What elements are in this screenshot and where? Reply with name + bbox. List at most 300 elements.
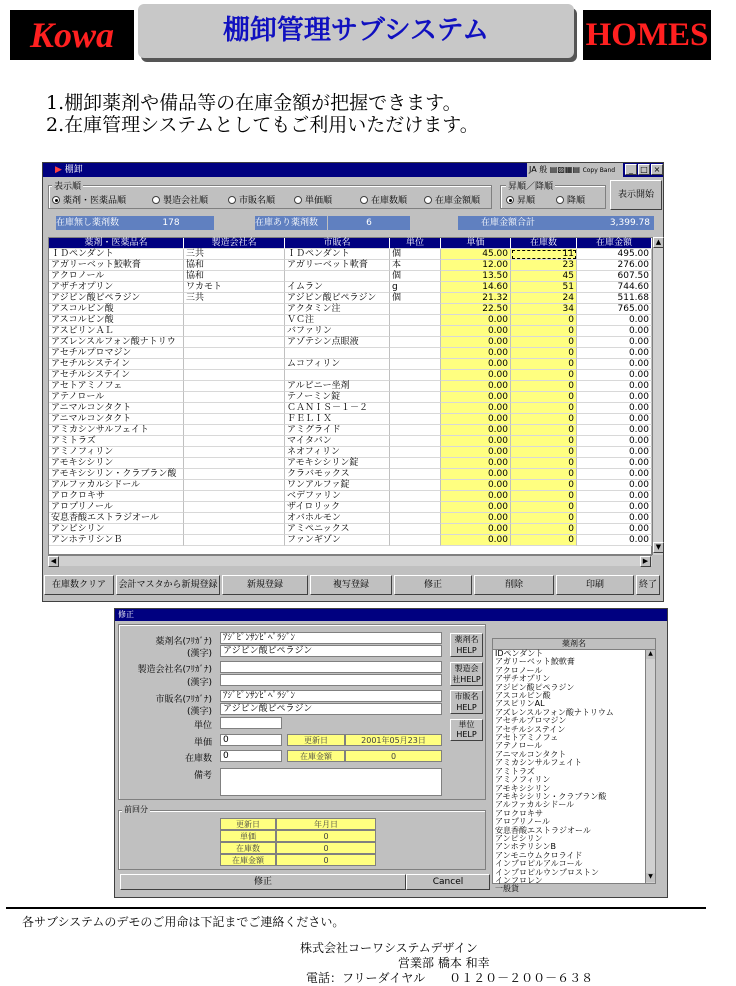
window-title-text: 棚卸 (64, 165, 83, 175)
homes-logo: HOMES (583, 10, 711, 60)
action-button-6[interactable]: 印刷 (556, 575, 634, 595)
table-cell: 0 (511, 469, 577, 480)
unit-input[interactable] (220, 717, 282, 729)
list-item[interactable]: インプロピルアルコール (495, 859, 583, 869)
table-row[interactable] (49, 359, 653, 370)
order-group-label: 昇順／降順 (506, 179, 555, 192)
table-row[interactable] (49, 392, 653, 403)
grid-header-1[interactable]: 製造会社名 (184, 238, 285, 249)
table-cell (390, 458, 441, 469)
table-cell: 765.00 (577, 304, 652, 315)
scroll-right-icon[interactable]: ▶ (640, 556, 651, 567)
table-cell (184, 502, 285, 513)
no-stock-label: 在庫無し薬剤数 (56, 216, 128, 230)
table-row[interactable] (49, 414, 653, 425)
table-row[interactable] (49, 304, 653, 315)
table-cell (390, 491, 441, 502)
maker-kana-label: 製造会社名(ﾌﾘｶﾞﾅ) (137, 665, 212, 675)
action-button-3[interactable]: 複写登録 (310, 575, 392, 595)
table-cell: ＣＡＮＩＳ－１－２ (285, 403, 390, 414)
action-button-1[interactable]: 会計マスタから新規登録 (116, 575, 220, 595)
list-item[interactable]: アスピリンAL (495, 699, 545, 709)
table-cell: 495.00 (577, 249, 652, 260)
table-cell: アミカシンサルフェイト (49, 425, 184, 436)
sort-option-4[interactable] (360, 193, 407, 206)
table-cell: 0.00 (441, 381, 511, 392)
table-cell: 安息香酸エストラジオール (49, 513, 184, 524)
table-cell: 0.00 (441, 513, 511, 524)
table-cell: 0.00 (577, 315, 652, 326)
table-cell: 0.00 (441, 414, 511, 425)
table-cell: 0 (511, 370, 577, 381)
sort-group-label: 表示順 (52, 179, 83, 192)
table-row[interactable] (49, 249, 653, 260)
radio-icon (506, 196, 514, 204)
drug-list-items (493, 650, 655, 894)
sort-option-label: 単価順 (305, 196, 333, 206)
sort-option-5[interactable] (424, 193, 480, 206)
table-cell: 0.00 (441, 337, 511, 348)
intro-line-1: 1.棚卸薬剤や備品等の在庫金額が把握できます。 (46, 92, 462, 114)
list-item[interactable]: アモキシシリン・クラブラン酸 (495, 791, 607, 801)
table-cell: 0.00 (577, 370, 652, 381)
table-cell: 0 (511, 326, 577, 337)
table-cell (184, 315, 285, 326)
table-cell: 協和 (184, 271, 285, 282)
page-title: 棚卸管理サブシステム (138, 4, 574, 58)
list-item[interactable]: アモキシシリン (495, 783, 551, 793)
sort-option-label: 製造会社順 (163, 196, 209, 206)
show-button[interactable]: 表示開始 (610, 180, 662, 210)
table-cell (285, 370, 390, 381)
table-cell (285, 271, 390, 282)
note-label: 備考 (193, 771, 212, 781)
grid-horizontal-scrollbar[interactable] (48, 555, 652, 566)
table-cell: 23 (511, 260, 577, 271)
edit-ok-button[interactable]: 修正 (120, 874, 406, 890)
table-cell: 22.50 (441, 304, 511, 315)
table-cell (184, 403, 285, 414)
table-row[interactable] (49, 326, 653, 337)
table-row[interactable] (49, 491, 653, 502)
table-row[interactable] (49, 260, 653, 271)
radio-icon (52, 196, 60, 204)
table-cell: 0.00 (441, 458, 511, 469)
action-button-7[interactable]: 終了 (636, 575, 660, 595)
table-row[interactable] (49, 425, 653, 436)
total-label: 在庫金額合計 (458, 216, 558, 230)
table-cell: クラバモックス (285, 469, 390, 480)
table-row[interactable] (49, 480, 653, 491)
maker-help-button[interactable]: 製造会社HELP (450, 662, 483, 686)
list-item[interactable]: アニマルコンタクト (495, 749, 567, 759)
toolbar-copyband[interactable]: Copy Band (582, 167, 616, 174)
list-item[interactable]: アズレンスルフォン酸ナトリウム (495, 707, 614, 717)
table-cell: アンホテリシンＢ (49, 535, 184, 546)
table-cell (390, 425, 441, 436)
radio-icon (228, 196, 236, 204)
sort-option-label: 市販名順 (239, 196, 276, 206)
list-item[interactable]: アスコルビン酸 (495, 691, 551, 701)
table-cell (184, 524, 285, 535)
inventory-grid[interactable] (48, 237, 652, 555)
prev-row-value: 0 (276, 842, 376, 854)
list-item[interactable]: アザチオプリン (495, 674, 551, 684)
maker-kana-input[interactable] (220, 661, 442, 673)
list-item[interactable]: アテノロール (495, 741, 543, 751)
table-cell: アンピシリン (49, 524, 184, 535)
table-cell: 0.00 (441, 535, 511, 546)
table-cell: ファンギゾン (285, 535, 390, 546)
table-cell: アロクロキサ (49, 491, 184, 502)
table-cell (184, 447, 285, 458)
price-input[interactable]: 0 (220, 734, 282, 746)
table-cell: 0.00 (577, 425, 652, 436)
table-row[interactable] (49, 403, 653, 414)
table-row[interactable] (49, 502, 653, 513)
order-option-0[interactable] (506, 193, 535, 206)
action-button-5[interactable]: 削除 (474, 575, 554, 595)
table-cell (390, 370, 441, 381)
scroll-up-icon[interactable]: ▲ (653, 237, 664, 248)
table-cell: アジピン酸ピペラジン (49, 293, 184, 304)
table-cell: 0 (511, 535, 577, 546)
table-cell: 14.60 (441, 282, 511, 293)
table-cell: ワンアルファ錠 (285, 480, 390, 491)
table-cell: 0.00 (441, 502, 511, 513)
order-option-1[interactable] (556, 193, 585, 206)
table-cell: ＩＤペンダント (285, 249, 390, 260)
list-item[interactable]: アンピシリン (495, 833, 543, 843)
list-item[interactable]: アロクロキサ (495, 808, 543, 818)
table-cell (390, 381, 441, 392)
table-cell: 0.00 (577, 524, 652, 535)
table-cell: 0.00 (577, 359, 652, 370)
table-cell (390, 469, 441, 480)
table-cell: 511.68 (577, 293, 652, 304)
footer-note: 各サブシステムのデモのご用命は下記までご連絡ください。 (22, 915, 345, 929)
table-row[interactable] (49, 271, 653, 282)
table-cell (184, 392, 285, 403)
updated-label: 更新日 (287, 734, 345, 746)
table-cell: 0 (511, 458, 577, 469)
stock-count-label: 在庫数 (184, 754, 212, 764)
table-cell: アニマルコンタクト (49, 414, 184, 425)
list-item[interactable]: インプロピルウンプロストン (495, 867, 599, 877)
grid-header-2[interactable]: 市販名 (285, 238, 390, 249)
table-cell: 0 (511, 381, 577, 392)
table-cell: アズレンスルフォン酸ナトリウ (49, 337, 184, 348)
table-cell: 0 (511, 425, 577, 436)
table-cell: アモキシシリン・クラブラン酸 (49, 469, 184, 480)
grid-header-5[interactable]: 在庫数 (511, 238, 577, 249)
table-cell: 0.00 (441, 491, 511, 502)
table-cell: 0.00 (577, 348, 652, 359)
table-cell: アセトアミノフェ (49, 381, 184, 392)
prev-row-label: 単価 (220, 830, 276, 842)
price-label: 単価 (193, 738, 212, 748)
table-cell: g (390, 282, 441, 293)
table-cell: 個 (390, 271, 441, 282)
table-cell: アテノロール (49, 392, 184, 403)
table-cell (184, 359, 285, 370)
sort-option-label: 薬剤・医薬品順 (63, 196, 127, 206)
list-item[interactable]: アンモニウムクロライド (495, 850, 583, 860)
sort-option-label: 在庫金額順 (435, 196, 481, 206)
table-cell: ザイロリック (285, 502, 390, 513)
table-cell: 0 (511, 502, 577, 513)
unit-help-button[interactable]: 単位HELP (450, 719, 483, 741)
table-row[interactable] (49, 535, 653, 546)
prev-row-label: 在庫金額 (220, 854, 276, 866)
stock-value: 6 (328, 216, 410, 230)
sort-option-3[interactable] (294, 193, 332, 206)
brand-kanji-label: (漢字) (186, 707, 212, 717)
brand-help-button[interactable]: 市販名HELP (450, 690, 483, 714)
scroll-left-icon[interactable]: ◀ (48, 556, 59, 567)
footer-divider (6, 907, 706, 909)
amount-value: 0 (345, 750, 442, 762)
action-button-4[interactable]: 修正 (394, 575, 472, 595)
minimize-button[interactable]: _ (625, 164, 637, 175)
table-row[interactable] (49, 381, 653, 392)
drug-help-button[interactable]: 薬剤名HELP (450, 633, 483, 657)
table-cell (390, 304, 441, 315)
table-row[interactable] (49, 447, 653, 458)
list-item[interactable]: アミカシンサルフェイト (495, 758, 582, 768)
list-item[interactable]: アガリーベット鮫軟膏 (495, 657, 575, 667)
table-cell: アミノフィリン (49, 447, 184, 458)
table-row[interactable] (49, 370, 653, 381)
table-cell (390, 403, 441, 414)
table-cell: 0.00 (577, 469, 652, 480)
brand-kana-input[interactable]: ｱｼﾞﾋﾟﾝｻﾝﾋﾟﾍﾟﾗｼﾞﾝ (220, 690, 442, 702)
table-cell: アミペニックス (285, 524, 390, 535)
table-row[interactable] (49, 524, 653, 535)
list-item[interactable]: アセチルシステイン (495, 724, 566, 734)
table-cell: 51 (511, 282, 577, 293)
table-cell (184, 370, 285, 381)
table-row[interactable] (49, 469, 653, 480)
table-cell: ＩＤペンダント (49, 249, 184, 260)
list-item[interactable]: アロプリノール (495, 817, 550, 827)
table-cell: 0.00 (577, 458, 652, 469)
table-cell: ムコフィリン (285, 359, 390, 370)
table-cell: 0.00 (577, 535, 652, 546)
maker-kanji-label: (漢字) (186, 678, 212, 688)
table-cell: 0 (511, 524, 577, 535)
table-row[interactable] (49, 282, 653, 293)
list-item[interactable]: アンホテリシンB (495, 842, 556, 852)
table-row[interactable] (49, 293, 653, 304)
table-cell: 0.00 (577, 414, 652, 425)
table-cell: 0 (511, 392, 577, 403)
prev-header-1: 更新日 (220, 818, 276, 830)
table-cell: バファリン (285, 326, 390, 337)
table-cell: 三共 (184, 249, 285, 260)
sort-option-2[interactable] (228, 193, 275, 206)
table-cell: 0.00 (441, 425, 511, 436)
table-cell: アスピリンＡＬ (49, 326, 184, 337)
list-item[interactable]: アクロノール (495, 665, 543, 675)
table-cell: 0 (511, 447, 577, 458)
footer-company: 株式会社コーワシステムデザイン (300, 941, 478, 955)
list-item[interactable]: アセチルプロマジン (495, 716, 567, 726)
table-cell: 0.00 (441, 524, 511, 535)
list-scroll-down-icon[interactable]: ▼ (646, 873, 655, 882)
table-cell (390, 535, 441, 546)
table-cell: 0 (511, 348, 577, 359)
table-cell: アルピニー坐剤 (285, 381, 390, 392)
table-cell (390, 326, 441, 337)
table-cell: アミグライド (285, 425, 390, 436)
grid-vertical-scrollbar[interactable] (652, 237, 663, 555)
list-item[interactable]: アミノフィリン (495, 775, 551, 785)
table-cell: イムラン (285, 282, 390, 293)
table-cell (390, 359, 441, 370)
table-cell (184, 469, 285, 480)
table-cell: 0.00 (577, 403, 652, 414)
table-cell: 協和 (184, 260, 285, 271)
table-row[interactable] (49, 337, 653, 348)
no-stock-value: 178 (128, 216, 214, 230)
list-item[interactable]: 一般貨 (495, 884, 519, 894)
grid-header-3[interactable]: 単位 (390, 238, 441, 249)
brand-kana-label: 市販名(ﾌﾘｶﾞﾅ) (155, 695, 212, 705)
grid-header-0[interactable]: 薬剤・医薬品名 (49, 238, 184, 249)
table-row[interactable] (49, 436, 653, 447)
table-cell: 276.00 (577, 260, 652, 271)
drug-list-header: 薬剤名 (493, 639, 655, 650)
drug-kana-input[interactable]: ｱｼﾞﾋﾟﾝｻﾝﾋﾟﾍﾟﾗｼﾞﾝ (220, 632, 442, 644)
table-cell (390, 502, 441, 513)
stock-count-input[interactable]: 0 (220, 750, 282, 762)
table-cell: 34 (511, 304, 577, 315)
previous-group-label: 前回分 (124, 805, 148, 814)
table-cell: 0.00 (577, 491, 652, 502)
table-cell: 0 (511, 513, 577, 524)
updated-value: 2001年05月23日 (345, 734, 442, 746)
drug-kana-label: 薬剤名(ﾌﾘｶﾞﾅ) (155, 637, 212, 647)
table-cell: 0.00 (577, 381, 652, 392)
table-cell: 三共 (184, 293, 285, 304)
list-item[interactable]: アセトアミノフェ (495, 733, 559, 743)
list-item[interactable]: 安息香酸エストラジオール (495, 825, 591, 835)
scroll-down-icon[interactable]: ▼ (653, 542, 664, 553)
table-row[interactable] (49, 348, 653, 359)
amount-label: 在庫金額 (287, 750, 345, 762)
table-cell (390, 392, 441, 403)
table-cell: 0.00 (577, 447, 652, 458)
table-cell: 個 (390, 293, 441, 304)
table-cell: 0.00 (441, 469, 511, 480)
sort-option-1[interactable] (152, 193, 208, 206)
table-row[interactable] (49, 458, 653, 469)
prev-header-2: 年月日 (276, 818, 376, 830)
table-cell: 0.00 (441, 359, 511, 370)
table-cell: アガリーベット鮫軟膏 (49, 260, 184, 271)
footer-phone: 電話：フリーダイヤル ０１２０－２００－６３８ (306, 971, 594, 985)
grid-header-4[interactable]: 単価 (441, 238, 511, 249)
table-cell: アミトラズ (49, 436, 184, 447)
table-cell (390, 513, 441, 524)
drug-kanji-label: (漢字) (186, 649, 212, 659)
table-cell: 24 (511, 293, 577, 304)
table-cell: 0.00 (577, 392, 652, 403)
table-cell: 0.00 (577, 326, 652, 337)
table-cell: 0.00 (441, 436, 511, 447)
table-cell: アセチルシステイン (49, 370, 184, 381)
maximize-button[interactable]: □ (638, 164, 650, 175)
edit-cancel-button[interactable]: Cancel (406, 874, 490, 890)
grid-header-6[interactable]: 在庫金額 (577, 238, 652, 249)
maker-kanji-input[interactable] (220, 674, 442, 686)
app-icon: ▶ (55, 165, 62, 175)
intro-line-2: 2.在庫管理システムとしてもご利用いただけます。 (46, 114, 479, 136)
toolbar-ja[interactable]: JA 般 (529, 165, 548, 174)
table-cell (184, 458, 285, 469)
table-cell: 0 (511, 359, 577, 370)
action-button-0[interactable]: 在庫数クリア (44, 575, 114, 595)
table-cell: 12.00 (441, 260, 511, 271)
table-cell: アセチルシステイン (49, 359, 184, 370)
table-cell: 個 (390, 249, 441, 260)
list-item[interactable]: インフロレン (495, 875, 543, 885)
table-cell: ベデファリン (285, 491, 390, 502)
table-cell: 本 (390, 260, 441, 271)
table-cell: 13.50 (441, 271, 511, 282)
note-input[interactable] (220, 768, 442, 796)
sort-option-0[interactable] (52, 193, 126, 206)
list-item[interactable]: アルファカルシドール (495, 800, 575, 810)
list-scroll-up-icon[interactable]: ▲ (646, 650, 655, 659)
table-cell: 0 (511, 480, 577, 491)
brand-kanji-input[interactable]: アジピン酸ピペラジン (220, 703, 442, 715)
table-cell: 0.00 (441, 403, 511, 414)
table-cell: 0.00 (441, 326, 511, 337)
table-cell (184, 425, 285, 436)
unit-label: 単位 (193, 721, 212, 731)
table-cell: アニマルコンタクト (49, 403, 184, 414)
footer-person: 営業部 橋本 和幸 (398, 956, 490, 970)
drug-list-scrollbar[interactable] (645, 650, 655, 883)
close-button[interactable]: × (651, 164, 663, 175)
prev-row-label: 在庫数 (220, 842, 276, 854)
table-cell (184, 304, 285, 315)
table-cell (184, 414, 285, 425)
table-cell: 0.00 (577, 337, 652, 348)
table-cell: 0 (511, 491, 577, 502)
list-item[interactable]: アジピン酸ピペラジン (495, 682, 575, 692)
list-item[interactable]: アミトラズ (495, 766, 535, 776)
table-cell: 45.00 (441, 249, 511, 260)
table-row[interactable] (49, 513, 653, 524)
table-cell: 0.00 (577, 513, 652, 524)
list-item[interactable]: IDペンダント (495, 649, 544, 658)
kowa-logo: Kowa (10, 10, 134, 60)
table-row[interactable] (49, 315, 653, 326)
table-cell: 21.32 (441, 293, 511, 304)
table-cell: 0.00 (441, 447, 511, 458)
drug-list[interactable] (492, 638, 656, 894)
drug-kanji-input[interactable]: アジピン酸ピペラジン (220, 645, 442, 657)
action-button-2[interactable]: 新規登録 (222, 575, 308, 595)
table-cell (390, 315, 441, 326)
table-cell: 0.00 (577, 436, 652, 447)
table-cell (285, 348, 390, 359)
stock-label: 在庫あり薬剤数 (255, 216, 327, 230)
table-cell: アスコルビン酸 (49, 304, 184, 315)
